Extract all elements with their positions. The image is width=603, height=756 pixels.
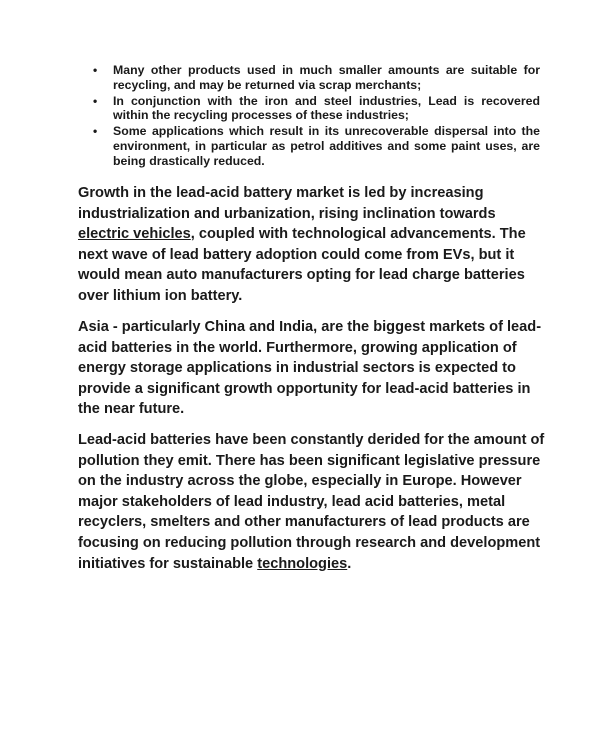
bullet-icon: • <box>93 93 98 108</box>
paragraph-text: . <box>347 555 352 572</box>
list-item <box>90 94 540 124</box>
list-item <box>90 124 540 168</box>
bullet-text: Some applications which result in its unrecoverable dispersal into the environment, in particular as petrol additives and some paint uses, are being drastically reduced. <box>113 124 540 168</box>
bullet-text: In conjunction with the iron and steel industries, Lead is recovered within the recycling processes of these industries; <box>113 93 540 123</box>
paragraph-text: Growth in the lead-acid battery market is led by increasing industrialization and urbanization, rising inclination towards <box>78 185 496 222</box>
paragraph-text: Lead-acid batteries have been constantly derided for the amount of pollution they emit. There has been significant legislative pressure on the industry across the globe, especially in Europe. However major stakeholders of lead industry, lead acid batteries, metal recyclers, smelters and other manufacturers of lead products are focusing on reducing pollution through research and development initiatives for sustainable <box>78 432 545 572</box>
bullet-icon: • <box>93 124 98 139</box>
bullet-list <box>90 63 540 170</box>
bullet-text: Many other products used in much smaller amounts are suitable for recycling, and may be returned via scrap merchants; <box>113 63 540 92</box>
paragraph-asia-markets <box>78 317 548 420</box>
paragraph-pollution <box>78 430 548 574</box>
paragraph-market-growth <box>78 183 548 307</box>
technologies-link[interactable]: technologies <box>257 555 348 572</box>
paragraph-text: , coupled with technological advancements. The next wave of lead battery adoption could come from EVs, but it would mean auto manufacturers opting for lead charge batteries over lithium ion battery. <box>78 226 526 304</box>
list-item <box>90 63 540 93</box>
paragraph-text: Asia - particularly China and India, are the biggest markets of lead-acid batteries in the world. Furthermore, growing application of energy storage applications in industrial sectors is expected to provide a significant growth opportunity for lead-acid batteries in the near future. <box>78 319 542 418</box>
electric-vehicles-link[interactable]: electric vehicles <box>78 226 191 243</box>
bullet-icon: • <box>93 63 98 77</box>
